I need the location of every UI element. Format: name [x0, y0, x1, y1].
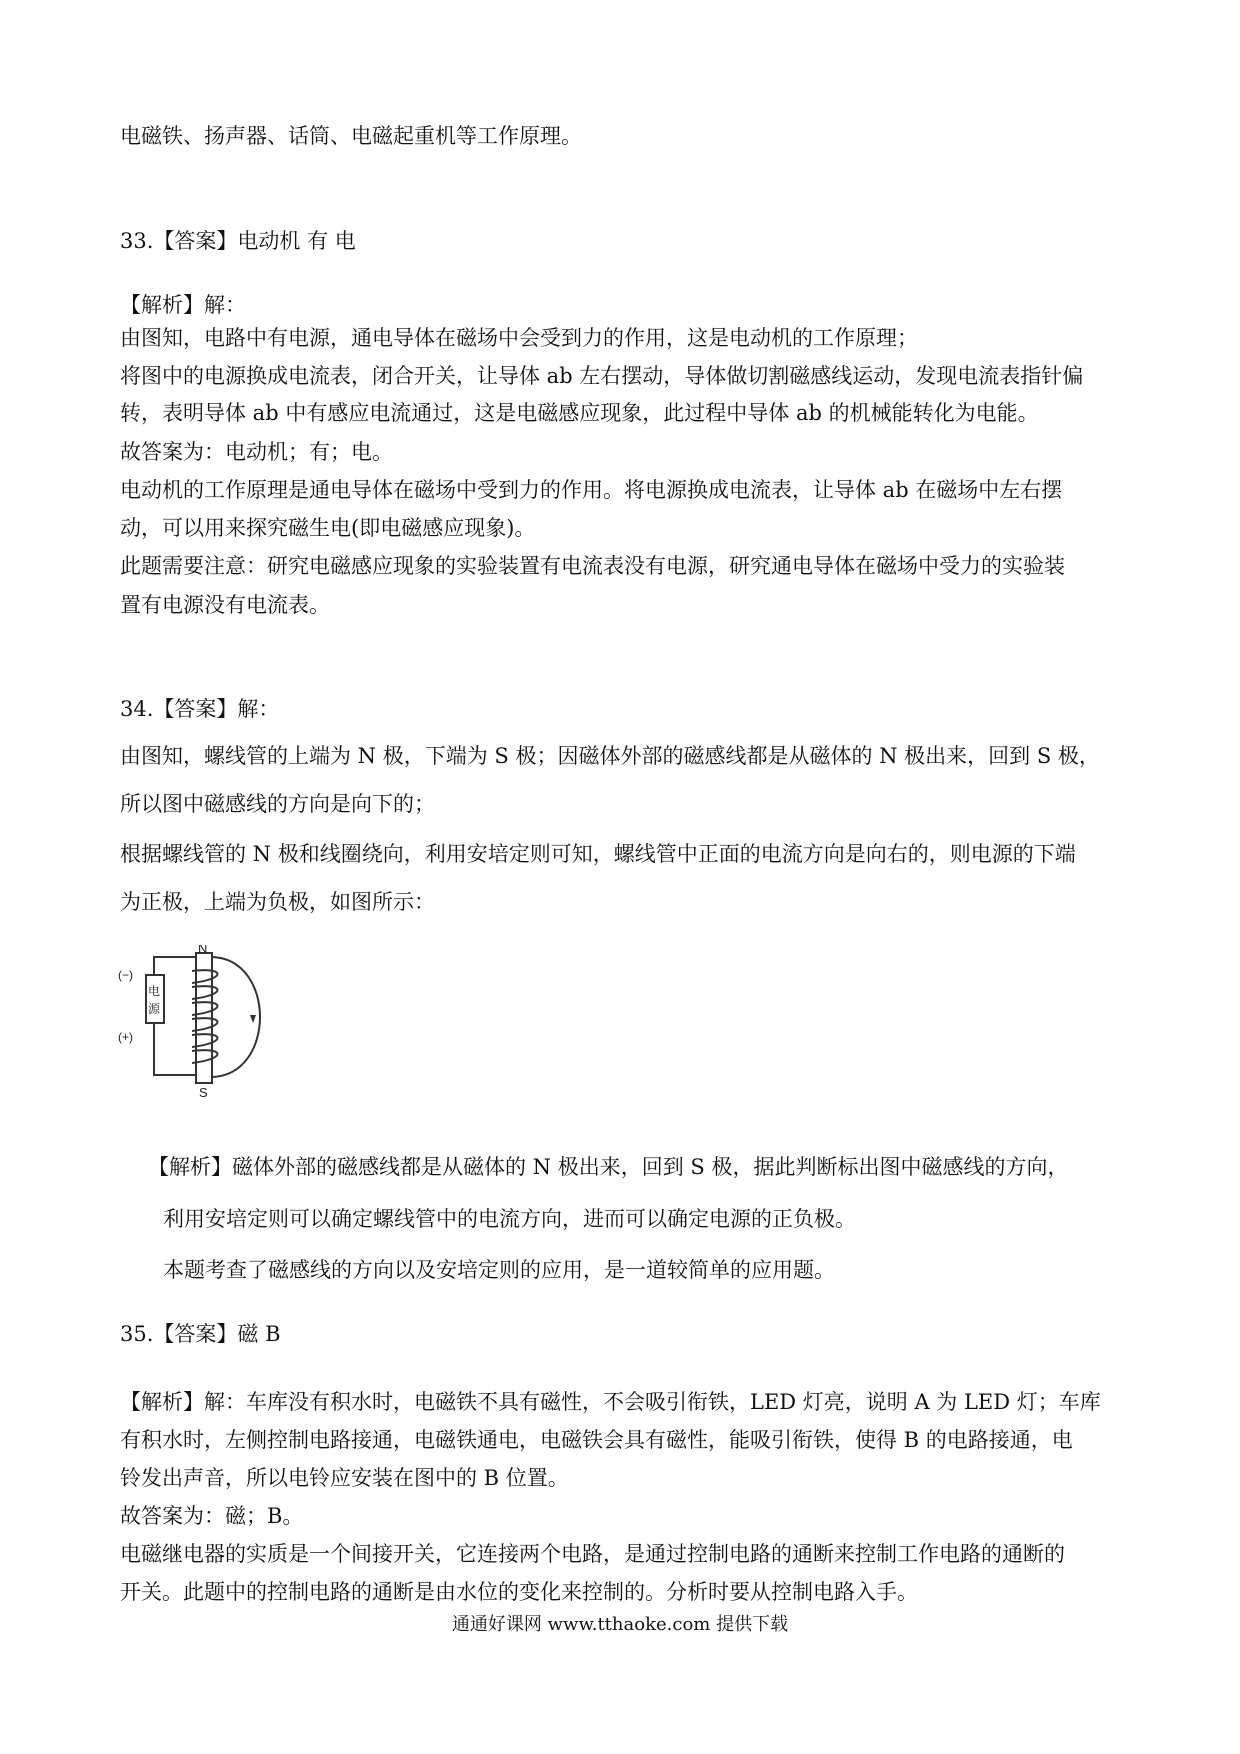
power-source-label-2: 源 — [148, 1002, 161, 1016]
q33-analysis-line-5: 电动机的工作原理是通电导体在磁场中受到力的作用。将电源换成电流表，让导体 ab 在磁场中左右摆 — [120, 478, 1063, 502]
north-pole-label: N — [198, 945, 208, 956]
q34-answer-heading: 34.【答案】解： — [120, 697, 280, 721]
q33-analysis-line-7: 此题需要注意：研究电磁感应现象的实验装置有电流表没有电源，研究通电导体在磁场中受力的实验装 — [120, 554, 1065, 578]
q34-explanation-line-3: 本题考查了磁感线的方向以及安培定则的应用，是一道较简单的应用题。 — [163, 1258, 835, 1282]
q35-answer-heading: 35.【答案】磁 B — [120, 1322, 281, 1346]
q34-line-1: 由图知，螺线管的上端为 N 极，下端为 S 极；因磁体外部的磁感线都是从磁体的 N 极出来，回到 S 极， — [120, 744, 1100, 768]
q34-line-2: 所以图中磁感线的方向是向下的； — [120, 792, 435, 816]
q35-line-3: 铃发出声音，所以电铃应安装在图中的 B 位置。 — [120, 1466, 569, 1490]
positive-terminal-label: (+) — [118, 1030, 133, 1044]
q33-analysis-line-8: 置有电源没有电流表。 — [120, 593, 330, 617]
q35-line-6: 开关。此题中的控制电路的通断是由水位的变化来控制的。分析时要从控制电路入手。 — [120, 1580, 918, 1604]
field-direction-arrow-icon — [250, 1015, 256, 1023]
q33-analysis-line-6: 动，可以用来探究磁生电(即电磁感应现象)。 — [120, 516, 536, 540]
q35-line-2: 有积水时，左侧控制电路接通，电磁铁通电，电磁铁会具有磁性，能吸引衔铁，使得 B 的电路接通，电 — [120, 1428, 1073, 1452]
q34-explanation-line-2: 利用安培定则可以确定螺线管中的电流方向，进而可以确定电源的正负极。 — [163, 1207, 856, 1231]
q33-analysis-line-1: 由图知，电路中有电源，通电导体在磁场中会受到力的作用，这是电动机的工作原理； — [120, 326, 918, 350]
q33-analysis-line-4: 故答案为：电动机；有；电。 — [120, 440, 393, 464]
q34-line-3: 根据螺线管的 N 极和线圈绕向，利用安培定则可知，螺线管中正面的电流方向是向右的，则电源的下端 — [120, 842, 1076, 866]
q34-explanation-line-1: 【解析】磁体外部的磁感线都是从磁体的 N 极出来，回到 S 极，据此判断标出图中磁感线的方向， — [148, 1155, 1069, 1179]
page-footer: 通通好课网 www.tthaoke.com 提供下载 — [451, 1614, 789, 1635]
q34-line-4: 为正极，上端为负极，如图所示： — [120, 890, 435, 914]
q35-line-4: 故答案为：磁；B。 — [120, 1504, 304, 1528]
q33-analysis-label: 【解析】解： — [120, 293, 246, 317]
q33-answer-heading: 33.【答案】电动机 有 电 — [120, 229, 356, 253]
power-source-label-1: 电 — [148, 984, 161, 998]
intro-line: 电磁铁、扬声器、话筒、电磁起重机等工作原理。 — [120, 124, 582, 148]
south-pole-label: S — [199, 1085, 208, 1100]
solenoid-diagram — [116, 945, 286, 1105]
negative-terminal-label: (−) — [118, 968, 133, 982]
q33-analysis-line-3: 转，表明导体 ab 中有感应电流通过，这是电磁感应现象，此过程中导体 ab 的机械能转化为电能。 — [120, 401, 1039, 425]
q35-line-1: 【解析】解：车库没有积水时，电磁铁不具有磁性，不会吸引衔铁，LED 灯亮，说明 A 为 LED 灯；车库 — [120, 1390, 1101, 1414]
q35-line-5: 电磁继电器的实质是一个间接开关，它连接两个电路，是通过控制电路的通断来控制工作电路的通断的 — [120, 1542, 1065, 1566]
q33-analysis-line-2: 将图中的电源换成电流表，闭合开关，让导体 ab 左右摆动，导体做切割磁感线运动，发现电流表指针偏 — [120, 364, 1084, 388]
